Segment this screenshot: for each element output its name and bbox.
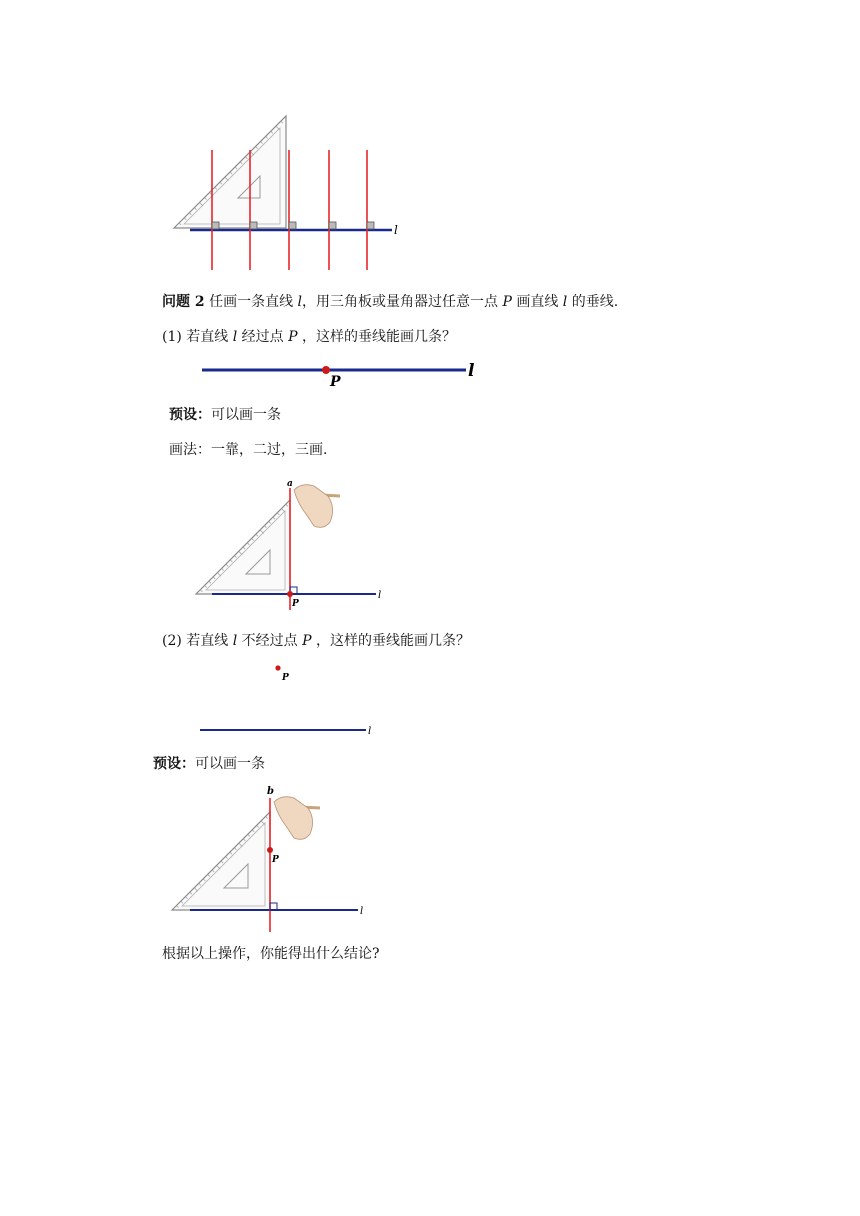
perp-b-label: b — [267, 786, 274, 797]
point-p — [287, 591, 293, 597]
line-l-label: l — [360, 906, 364, 917]
preset-2: 预设：可以画一条 — [153, 756, 265, 772]
figure-point-on-line — [200, 358, 490, 392]
point-p-label: P — [272, 855, 279, 865]
figure-draw-perpendicular-off-line — [168, 784, 378, 936]
hand-with-pencil-icon — [294, 485, 340, 528]
set-square — [174, 116, 286, 228]
perp-a-label: a — [287, 479, 293, 489]
point-p-label: P — [330, 374, 341, 390]
figure-point-off-line — [198, 660, 388, 740]
point-p-label: P — [292, 599, 299, 609]
line-l-label: l — [468, 361, 475, 381]
set-square — [172, 812, 270, 910]
right-angle-mark — [270, 903, 277, 910]
problem-statement: 问题 2 任画一条直线 l，用三角板或量角器过任意一点 P 画直线 l 的垂线. — [162, 294, 619, 310]
point-p — [322, 366, 330, 374]
line-l-label: l — [368, 726, 372, 737]
question-2: (2) 若直线 l 不经过点 P ，这样的垂线能画几条？ — [162, 633, 471, 649]
point-p — [267, 847, 273, 853]
line-l-label: l — [378, 590, 382, 601]
point-p-label: P — [282, 673, 289, 683]
preset-1: 预设：可以画一条 — [169, 407, 281, 423]
figure-multiple-perpendiculars — [160, 108, 420, 278]
question-1-number: (1) — [162, 329, 182, 345]
line-l-label: l — [394, 223, 398, 237]
problem-heading: 问题 2 — [162, 294, 205, 310]
point-p — [275, 665, 280, 670]
figure-draw-perpendicular-on-line — [190, 474, 400, 614]
question-2-number: (2) — [162, 633, 182, 649]
hand-with-pencil-icon — [274, 797, 320, 840]
conclusion-question: 根据以上操作，你能得出什么结论? — [162, 946, 380, 962]
drawing-method: 画法：一靠，二过，三画. — [169, 442, 328, 458]
question-1: (1) 若直线 l 经过点 P ，这样的垂线能画几条？ — [162, 329, 457, 345]
set-square — [196, 500, 290, 594]
